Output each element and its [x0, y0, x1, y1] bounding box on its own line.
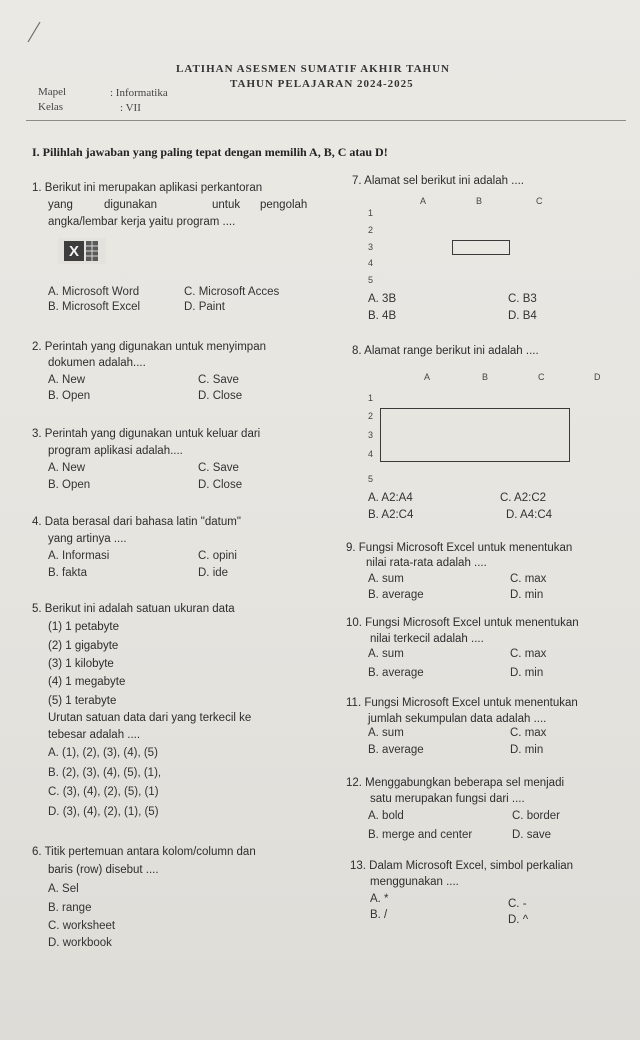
q4-option-a[interactable]: A. Informasi — [48, 550, 110, 562]
mapel-value: : Informatika — [110, 87, 168, 99]
q6-option-d[interactable]: D. workbook — [48, 937, 112, 949]
q2-stem-line2: dokumen adalah.... — [48, 357, 146, 369]
q5-option-b[interactable]: B. (2), (3), (4), (5), (1), — [48, 767, 162, 779]
q13-option-a[interactable]: A. * — [370, 893, 389, 905]
q1-stem-line1: 1. Berikut ini merupakan aplikasi perkantoran — [32, 182, 263, 194]
instruction: I. Pilihlah jawaban yang paling tepat dengan memilih A, B, C atau D! — [32, 145, 388, 159]
q3-option-b[interactable]: B. Open — [48, 479, 91, 491]
q11-stem-line1: 11. Fungsi Microsoft Excel untuk menentukan — [346, 697, 578, 709]
kelas-label: Kelas — [38, 101, 64, 113]
q12-stem-line2: satu merupakan fungsi dari .... — [370, 793, 525, 805]
q4-stem-line1: 4. Data berasal dari bahasa latin "datum" — [32, 516, 241, 528]
q1-option-a[interactable]: A. Microsoft Word — [48, 286, 140, 298]
excel-icon-letter: X — [68, 243, 80, 260]
q11-option-a[interactable]: A. sum — [368, 727, 404, 739]
q9-stem-line1: 9. Fungsi Microsoft Excel untuk menentukan — [346, 542, 573, 554]
q8-highlighted-range — [380, 408, 570, 462]
q8-row-2: 2 — [368, 411, 374, 421]
exam-title: LATIHAN ASESMEN SUMATIF AKHIR TAHUN — [176, 63, 450, 75]
kelas-value: : VII — [120, 102, 141, 114]
q7-highlighted-cell — [452, 240, 510, 255]
exam-year: TAHUN PELAJARAN 2024-2025 — [230, 78, 414, 90]
q3-stem-line1: 3. Perintah yang digunakan untuk keluar dari — [32, 428, 261, 440]
q6-option-b[interactable]: B. range — [48, 902, 92, 914]
q6-stem-line1: 6. Titik pertemuan antara kolom/column dan — [32, 846, 256, 858]
q11-option-d[interactable]: D. min — [510, 744, 544, 756]
q4-option-b[interactable]: B. fakta — [48, 567, 87, 579]
q7-stem: 7. Alamat sel berikut ini adalah .... — [352, 175, 524, 187]
excel-icon — [58, 238, 106, 264]
q13-option-b[interactable]: B. / — [370, 909, 388, 921]
q1-stem-word2: digunakan — [104, 199, 158, 211]
q8-row-3: 3 — [368, 430, 374, 440]
q3-stem-line2: program aplikasi adalah.... — [48, 445, 183, 457]
q5-option-a[interactable]: A. (1), (2), (3), (4), (5) — [48, 747, 158, 759]
q8-row-1: 1 — [368, 393, 374, 403]
q9-option-c[interactable]: C. max — [510, 573, 547, 585]
q2-option-a[interactable]: A. New — [48, 374, 86, 386]
q5-stem-line3: tebesar adalah .... — [48, 729, 141, 741]
q8-option-c[interactable]: C. A2:C2 — [500, 492, 547, 504]
q5-item-4: (4) 1 megabyte — [48, 676, 126, 688]
q10-option-a[interactable]: A. sum — [368, 648, 404, 660]
q1-stem-word1: yang — [48, 199, 73, 211]
q7-row-5: 5 — [368, 275, 374, 285]
q7-col-b: B — [476, 196, 483, 206]
q7-row-3: 3 — [368, 242, 374, 252]
q9-option-b[interactable]: B. average — [368, 589, 424, 601]
q13-option-d[interactable]: D. ^ — [508, 914, 529, 926]
q2-option-d[interactable]: D. Close — [198, 390, 243, 402]
q2-stem-line1: 2. Perintah yang digunakan untuk menyimpan — [32, 341, 266, 353]
q5-stem-line1: 5. Berikut ini adalah satuan ukuran data — [32, 603, 235, 615]
q11-stem-line2: jumlah sekumpulan data adalah .... — [368, 713, 547, 725]
q13-stem-line2: menggunakan .... — [370, 876, 459, 888]
q7-option-b[interactable]: B. 4B — [368, 310, 397, 322]
q5-option-d[interactable]: D. (3), (4), (2), (1), (5) — [48, 806, 159, 818]
q12-option-b[interactable]: B. merge and center — [368, 829, 473, 841]
q13-stem-line1: 13. Dalam Microsoft Excel, simbol perkalian — [350, 860, 574, 872]
pencil-mark — [26, 20, 42, 44]
q11-option-c[interactable]: C. max — [510, 727, 547, 739]
q8-col-d: D — [594, 372, 601, 382]
q4-option-c[interactable]: C. opini — [198, 550, 237, 562]
q3-option-a[interactable]: A. New — [48, 462, 86, 474]
q6-stem-line2: baris (row) disebut .... — [48, 864, 159, 876]
q9-option-a[interactable]: A. sum — [368, 573, 404, 585]
q9-stem-line2: nilai rata-rata adalah .... — [366, 557, 487, 569]
q8-col-b: B — [482, 372, 489, 382]
q8-stem: 8. Alamat range berikut ini adalah .... — [352, 345, 539, 357]
q3-option-c[interactable]: C. Save — [198, 462, 239, 474]
q6-option-c[interactable]: C. worksheet — [48, 920, 116, 932]
q4-stem-line2: yang artinya .... — [48, 533, 127, 545]
q2-option-b[interactable]: B. Open — [48, 390, 91, 402]
q1-stem-word4: pengolah — [260, 199, 308, 211]
q4-option-d[interactable]: D. ide — [198, 567, 229, 579]
q8-option-b[interactable]: B. A2:C4 — [368, 509, 414, 521]
q11-option-b[interactable]: B. average — [368, 744, 424, 756]
q10-option-d[interactable]: D. min — [510, 667, 544, 679]
q8-col-c: C — [538, 372, 545, 382]
header-rule — [26, 120, 626, 121]
q7-row-4: 4 — [368, 258, 374, 268]
q2-option-c[interactable]: C. Save — [198, 374, 239, 386]
mapel-label: Mapel — [38, 86, 67, 98]
q3-option-d[interactable]: D. Close — [198, 479, 243, 491]
q7-option-d[interactable]: D. B4 — [508, 310, 537, 322]
q7-option-a[interactable]: A. 3B — [368, 293, 397, 305]
q8-row-5: 5 — [368, 474, 374, 484]
q12-stem-line1: 12. Menggabungkan beberapa sel menjadi — [346, 777, 565, 789]
q5-item-2: (2) 1 gigabyte — [48, 640, 119, 652]
q5-item-5: (5) 1 terabyte — [48, 695, 117, 707]
q5-item-1: (1) 1 petabyte — [48, 621, 119, 633]
q8-option-a[interactable]: A. A2:A4 — [368, 492, 413, 504]
q5-stem-line2: Urutan satuan data dari yang terkecil ke — [48, 712, 252, 724]
q1-stem-word3: untuk — [212, 199, 241, 211]
q13-option-c[interactable]: C. - — [508, 898, 527, 910]
q12-option-c[interactable]: C. border — [512, 810, 560, 822]
q5-item-3: (3) 1 kilobyte — [48, 658, 114, 670]
q1-stem-line3: angka/lembar kerja yaitu program .... — [48, 216, 236, 228]
q10-option-b[interactable]: B. average — [368, 667, 424, 679]
q12-option-d[interactable]: D. save — [512, 829, 551, 841]
q10-stem-line1: 10. Fungsi Microsoft Excel untuk menentukan — [346, 617, 579, 629]
q8-option-d[interactable]: D. A4:C4 — [506, 509, 553, 521]
q12-option-a[interactable]: A. bold — [368, 810, 404, 822]
q7-col-c: C — [536, 196, 543, 206]
q7-row-2: 2 — [368, 225, 374, 235]
q10-option-c[interactable]: C. max — [510, 648, 547, 660]
q8-col-a: A — [424, 372, 431, 382]
q1-option-b[interactable]: B. Microsoft Excel — [48, 301, 141, 313]
q10-stem-line2: nilai terkecil adalah .... — [370, 633, 484, 645]
q1-option-c[interactable]: C. Microsoft Acces — [184, 286, 280, 298]
q8-row-4: 4 — [368, 449, 374, 459]
q6-option-a[interactable]: A. Sel — [48, 883, 79, 895]
q7-col-a: A — [420, 196, 427, 206]
q7-option-c[interactable]: C. B3 — [508, 293, 537, 305]
q7-row-1: 1 — [368, 208, 374, 218]
q5-option-c[interactable]: C. (3), (4), (2), (5), (1) — [48, 786, 159, 798]
q1-option-d[interactable]: D. Paint — [184, 301, 225, 313]
q9-option-d[interactable]: D. min — [510, 589, 544, 601]
